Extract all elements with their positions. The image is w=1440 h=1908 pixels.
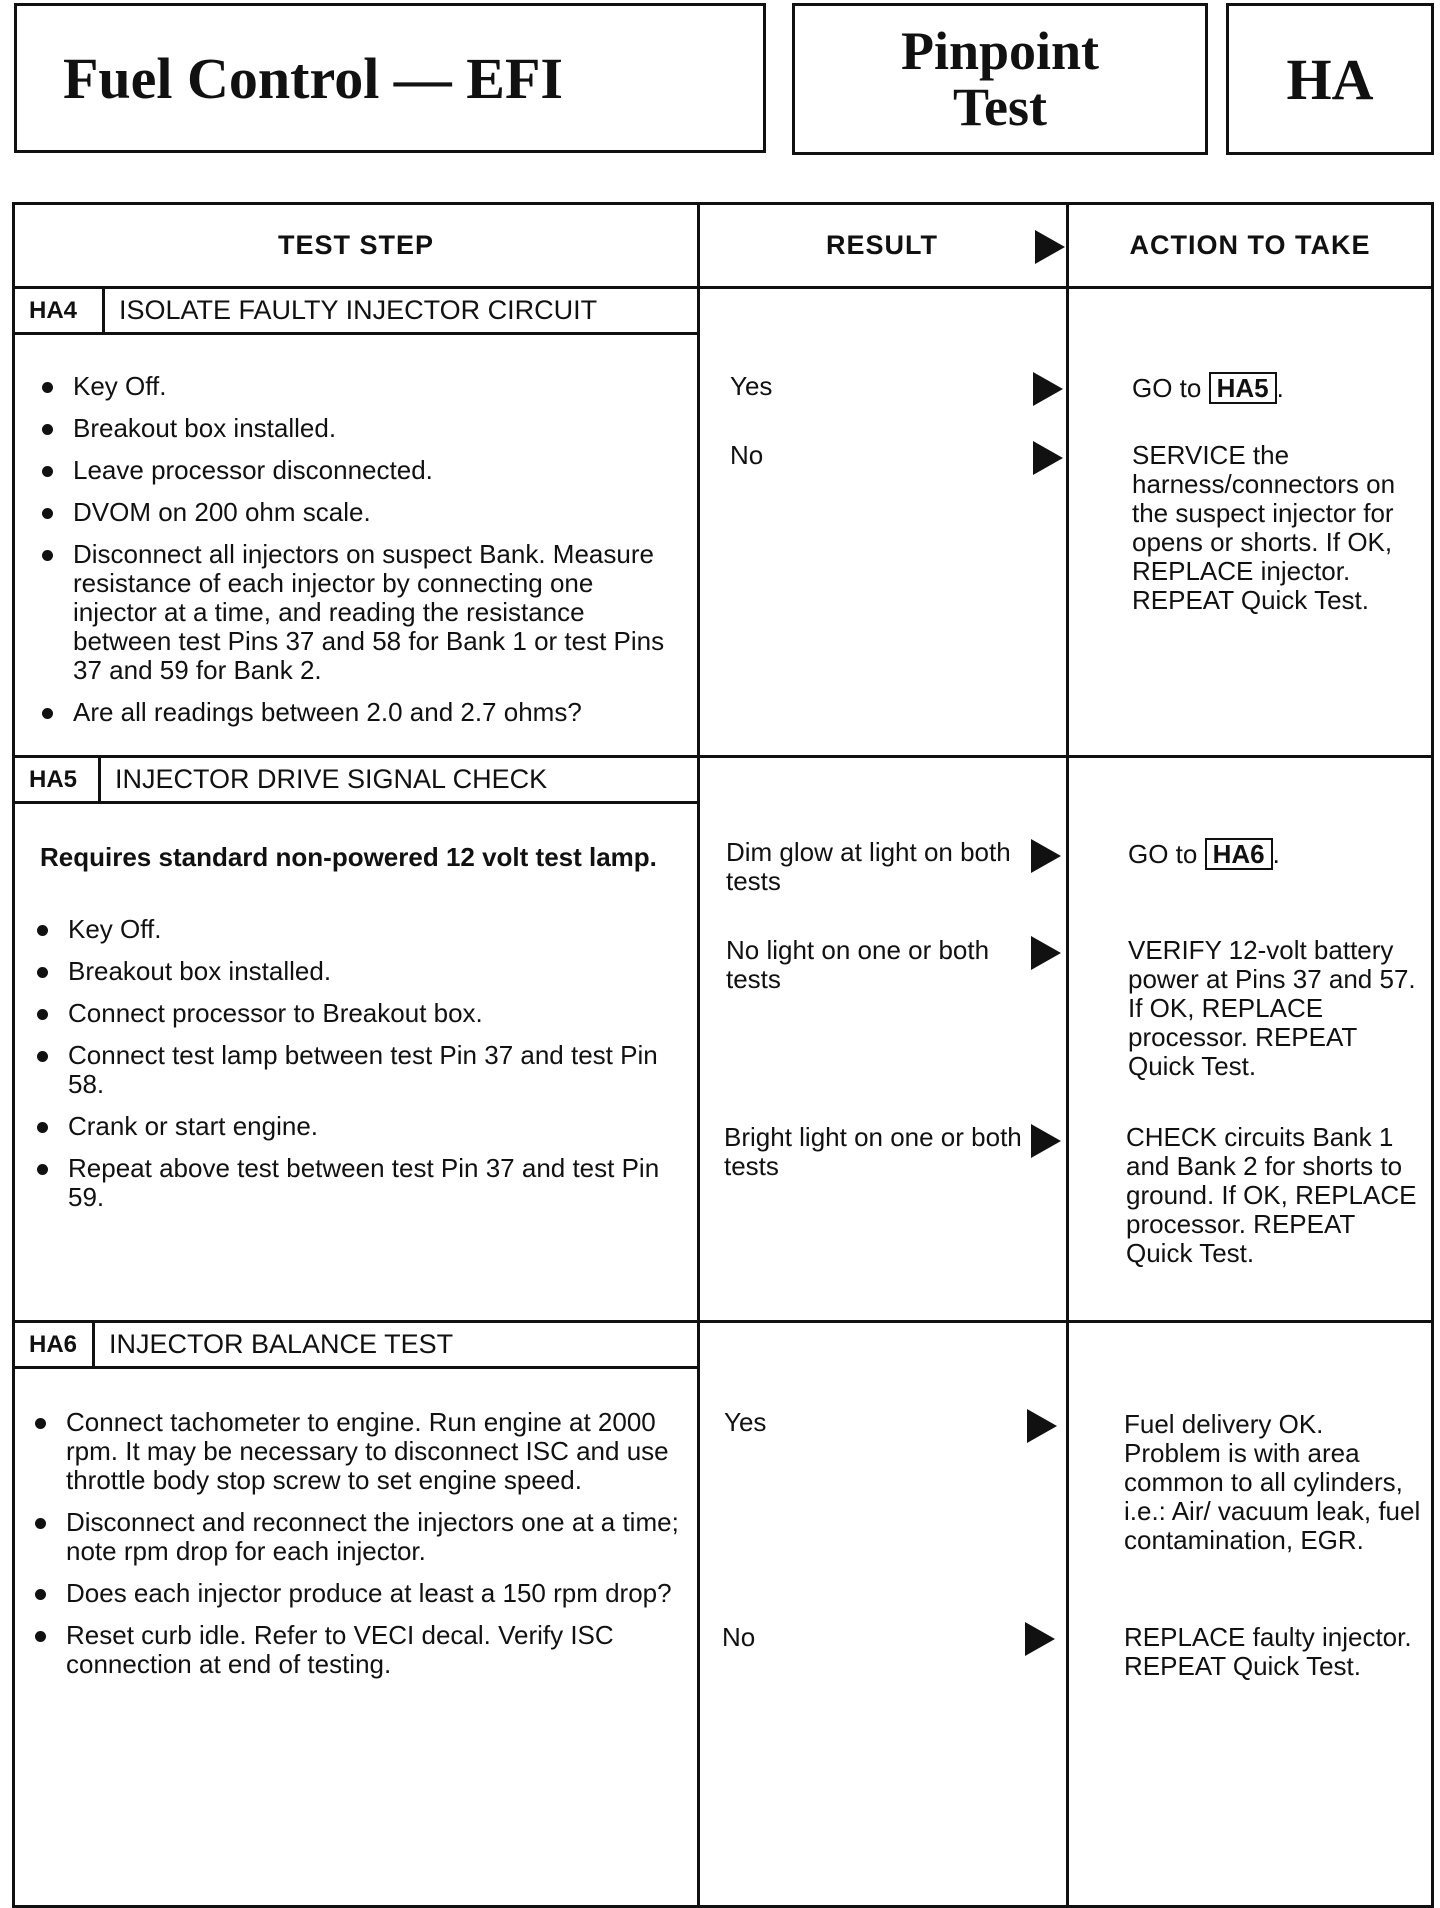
step-id: HA4 xyxy=(15,289,105,332)
list-item: Crank or start engine. xyxy=(37,1112,677,1141)
result-ha5-dim: Dim glow at light on both tests xyxy=(726,837,1011,896)
header-arrow-icon xyxy=(1035,230,1065,264)
action-ha6-no: REPLACE faulty injector. REPEAT Quick Test. xyxy=(1124,1622,1412,1681)
action-suffix: . xyxy=(1272,839,1280,869)
column-header-result xyxy=(700,202,1066,288)
step-label-ha5 xyxy=(15,758,697,804)
step-title: INJECTOR DRIVE SIGNAL CHECK xyxy=(115,764,548,794)
list-item: Leave processor disconnected. xyxy=(42,456,672,485)
column-header-test-step-label: TEST STEP xyxy=(277,229,435,260)
arrow-icon xyxy=(1033,441,1063,475)
step-ha6-bullets xyxy=(35,1408,685,1679)
action-ha5-none: VERIFY 12-volt battery power at Pins 37 and 57. If OK, REPLACE processor. REPEAT Quick Test. xyxy=(1128,935,1416,1081)
arrow-icon xyxy=(1033,372,1063,406)
step-label-ha4 xyxy=(15,289,697,335)
arrow-icon xyxy=(1025,1622,1055,1656)
action-ha6-yes: Fuel delivery OK. Problem is with area common to all cylinders, i.e.: Air/ vacuum leak, fuel contamination, EGR. xyxy=(1124,1409,1421,1555)
result-ha4-yes: Yes xyxy=(730,371,773,401)
column-header-action xyxy=(1069,202,1431,288)
arrow-icon xyxy=(1031,936,1061,970)
action-ha5-dim xyxy=(1128,838,1418,870)
column-header-test-step xyxy=(15,202,697,288)
action-text: GO to xyxy=(1132,373,1202,403)
list-item: Reset curb idle. Refer to VECI decal. Verify ISC connection at end of testing. xyxy=(35,1621,685,1679)
step-id: HA6 xyxy=(15,1323,95,1366)
action-ha4-no: SERVICE the harness/connectors on the suspect injector for opens or shorts. If OK, REPLACE injector. REPEAT Quick Test. xyxy=(1132,440,1396,615)
step-title: INJECTOR BALANCE TEST xyxy=(109,1329,454,1359)
list-item: Connect test lamp between test Pin 37 and test Pin 58. xyxy=(37,1041,677,1099)
pinpoint-line-1: Pinpoint xyxy=(900,21,1100,81)
arrow-icon xyxy=(1027,1409,1057,1443)
list-item: Disconnect and reconnect the injectors one at a time; note rpm drop for each injector. xyxy=(35,1508,685,1566)
action-suffix: . xyxy=(1276,373,1284,403)
list-item: DVOM on 200 ohm scale. xyxy=(42,498,672,527)
list-item: Connect processor to Breakout box. xyxy=(37,999,677,1028)
step-ha4-bullets xyxy=(42,372,672,727)
result-ha5-none: No light on one or both tests xyxy=(726,935,990,994)
test-code: HA xyxy=(1286,46,1374,112)
step-ha5-bullets xyxy=(37,915,677,1212)
list-item: Connect tachometer to engine. Run engine at 2000 rpm. It may be necessary to disconnect ISC and use throttle body stop screw to set engine speed. xyxy=(35,1408,685,1495)
list-item: Breakout box installed. xyxy=(42,414,672,443)
test-code-box xyxy=(1226,3,1434,155)
step-id: HA5 xyxy=(15,758,101,801)
result-ha6-yes: Yes xyxy=(724,1407,767,1437)
step-label-ha6 xyxy=(15,1323,697,1369)
result-ha6-no: No xyxy=(722,1622,756,1652)
divider-result xyxy=(697,202,700,1908)
arrow-icon xyxy=(1031,1124,1061,1158)
arrow-icon xyxy=(1031,839,1061,873)
divider-action xyxy=(1066,202,1069,1908)
page-title xyxy=(14,3,766,153)
pinpoint-test-box xyxy=(792,3,1208,155)
step-ha5-requirement: Requires standard non-powered 12 volt test lamp. xyxy=(40,842,657,872)
list-item: Key Off. xyxy=(37,915,677,944)
pinpoint-line-2: Test xyxy=(952,77,1048,137)
column-header-action-label: ACTION TO TAKE xyxy=(1129,229,1371,260)
list-item: Repeat above test between test Pin 37 and test Pin 59. xyxy=(37,1154,677,1212)
step-title: ISOLATE FAULTY INJECTOR CIRCUIT xyxy=(119,295,598,325)
result-ha4-no: No xyxy=(730,440,764,470)
step-reference-link[interactable]: HA6 xyxy=(1205,838,1273,870)
list-item: Key Off. xyxy=(42,372,672,401)
action-ha5-bright: CHECK circuits Bank 1 and Bank 2 for shorts to ground. If OK, REPLACE processor. REPEAT Quick Test. xyxy=(1126,1122,1417,1268)
list-item: Are all readings between 2.0 and 2.7 ohms? xyxy=(42,698,672,727)
list-item: Breakout box installed. xyxy=(37,957,677,986)
action-text: GO to xyxy=(1128,839,1198,869)
list-item: Does each injector produce at least a 150 rpm drop? xyxy=(35,1579,685,1608)
page-title-text: Fuel Control — EFI xyxy=(63,45,563,111)
list-item: Disconnect all injectors on suspect Bank. Measure resistance of each injector by connecting one injector at a time, and reading the resistance between test Pins 37 and 58 for Bank 1 or test Pins 37 and 59 for Bank 2. xyxy=(42,540,672,685)
column-header-result-label: RESULT xyxy=(826,229,938,260)
result-ha5-bright: Bright light on one or both tests xyxy=(724,1122,1022,1181)
action-ha4-yes xyxy=(1132,372,1422,404)
step-reference-link[interactable]: HA5 xyxy=(1209,372,1277,404)
